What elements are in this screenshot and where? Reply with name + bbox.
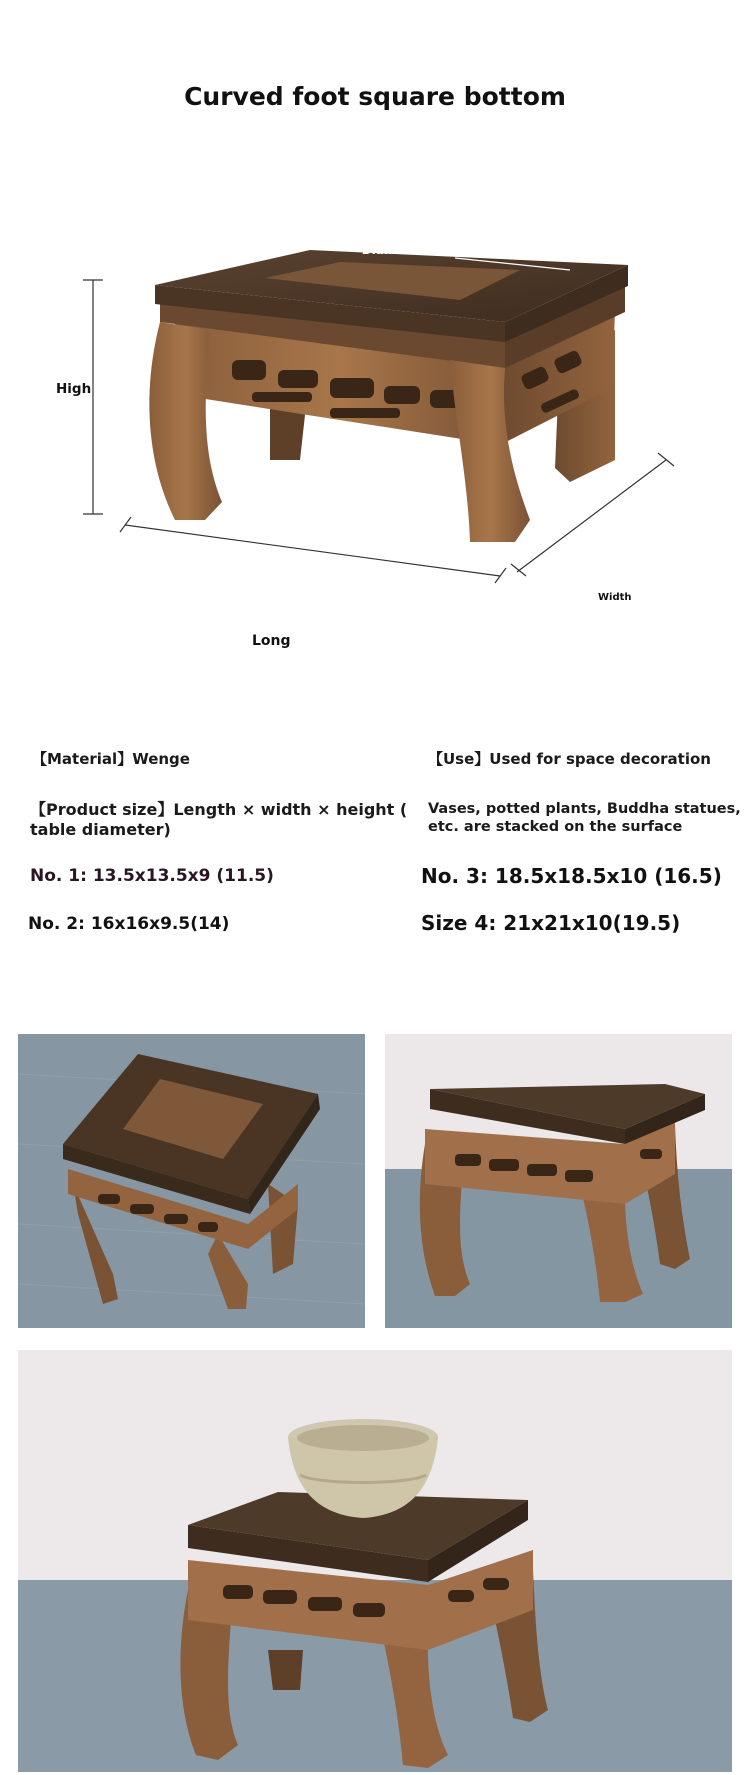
product-size-spec	[30, 800, 407, 840]
size-no2: No. 2: 16x16x9.5(14)	[28, 914, 230, 934]
product-size-line2: table diameter)	[30, 820, 171, 839]
product-photo-top-view	[18, 1034, 365, 1328]
label-width: Width	[598, 592, 632, 603]
product-photo-front-view	[385, 1034, 732, 1328]
page-title: Curved foot square bottom	[184, 82, 566, 111]
dimension-diagram	[0, 220, 750, 680]
use-desc-line1: Vases, potted plants, Buddha statues,	[428, 801, 741, 817]
product-size-line1: 【Product size】Length × width × height (	[30, 800, 408, 819]
use-description	[428, 800, 741, 836]
label-diameter: Diameter	[361, 243, 425, 257]
size-no1: No. 1: 13.5x13.5x9 (11.5)	[30, 866, 274, 886]
label-high: High	[56, 381, 92, 397]
use-desc-line2: etc. are stacked on the surface	[428, 819, 683, 835]
label-long: Long	[252, 633, 291, 649]
use-spec: 【Use】Used for space decoration	[428, 750, 711, 768]
stand-illustration	[149, 250, 628, 542]
product-photo-with-bowl	[18, 1350, 732, 1772]
size-no3: No. 3: 18.5x18.5x10 (16.5)	[421, 864, 722, 888]
size-no4: Size 4: 21x21x10(19.5)	[421, 911, 681, 935]
material-spec: 【Material】Wenge	[32, 750, 190, 768]
